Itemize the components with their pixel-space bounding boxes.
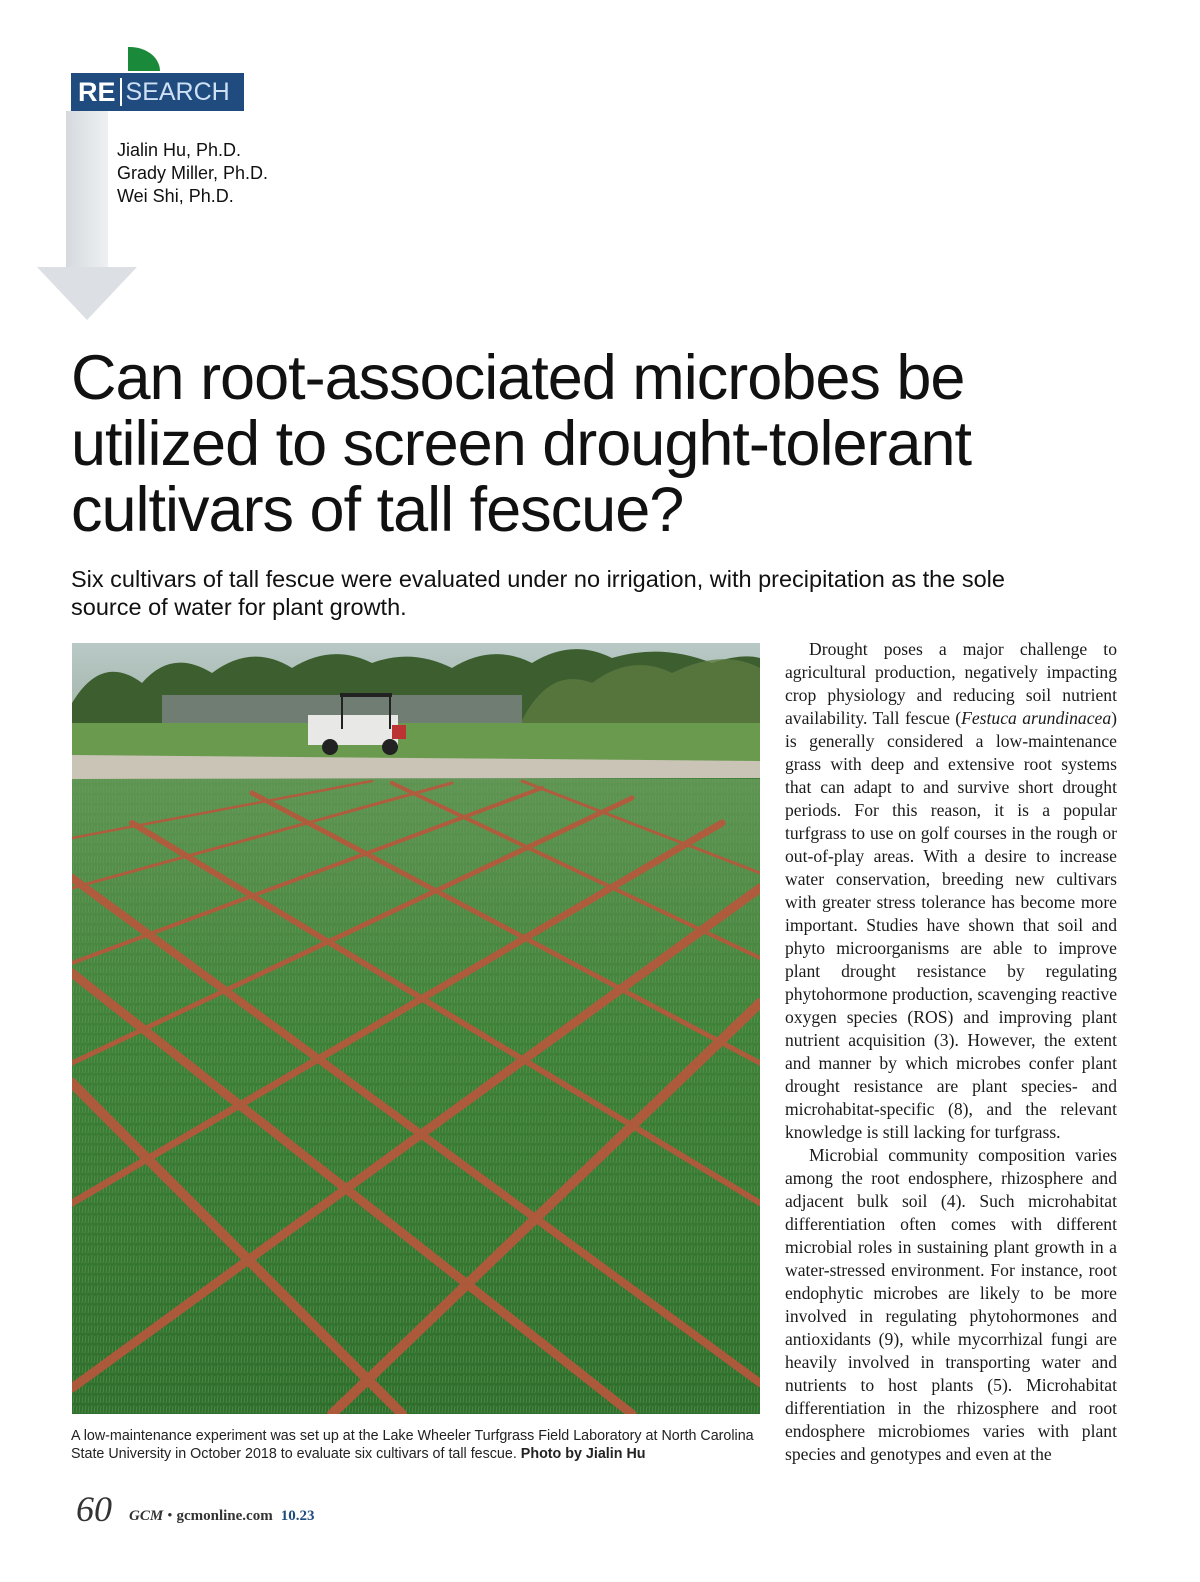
photo-credit: Photo by Jialin Hu [520,1446,646,1462]
body-text: ) is generally considered a low-maintenance grass with deep and extensive root systems that can adapt to and survive short drought periods. For this reason, it is a popular turfgrass to use on golf courses in the rough or out-of-play areas. With a desire to increase water conservation, breeding new cultivars with greater stress tolerance has become more important. Studies have shown that soil and phyto microorganisms are able to improve plant drought resistance by regulating phytohormone production, scavenging reactive oxygen species (ROS) and improving plant nutrient acquisition (3). However, the extent and manner by which microbes confer plant drought resistance are plant species- and microhabitat-specific (8), and the relevant knowledge is still lacking for turfgrass. [785,708,1117,1142]
author-name: Jialin Hu, Ph.D. [117,140,242,160]
photo-caption [71,1427,761,1463]
magazine-website: gcmonline.com [176,1508,273,1524]
research-logo [71,73,244,111]
article-body [785,638,1117,1468]
author-name: Grady Miller, Ph.D. [117,163,269,183]
article-subtitle: Six cultivars of tall fescue were evaluated under no irrigation, with precipitation as the sole source of water for plant growth. [71,566,1005,620]
logo-leaf-icon [128,47,160,71]
arrow-head-icon [37,267,137,320]
field-photo [72,643,760,1414]
arrow-down-icon [66,111,108,269]
logo-prefix: RE [78,76,116,107]
page-number: 60 [76,1489,112,1529]
issue-date: 10.23 [280,1508,315,1524]
author-name: Wei Shi, Ph.D. [117,186,234,206]
caption-text: A low-maintenance experiment was set up at the Lake Wheeler Turfgrass Field Laboratory at North Carolina State University in October 2018 to evaluate six cultivars of tall fescue. [71,1428,754,1462]
article-title: Can root-associated microbes be utilized to screen drought-tolerant cultivars of tall fescue? [71,343,972,545]
logo-suffix: SEARCH [125,77,230,106]
magazine-footer [129,1508,314,1525]
footer-separator: • [167,1508,173,1524]
body-paragraph [785,638,1117,1144]
logo-divider [120,78,122,106]
author-list [117,139,268,208]
magazine-name: GCM [129,1508,164,1524]
species-name: Festuca arundinacea [961,708,1112,728]
body-text: Drought poses a major challenge to agricultural production, negatively impacting crop physiology and reducing soil nutrient availability. Tall fescue ( [785,639,1117,728]
body-paragraph: Microbial community composition varies among the root endosphere, rhizosphere and adjacent bulk soil (4). Such microhabitat differentiation often comes with different microbial roles in sustaining plant growth in a water-stressed environment. For instance, root endophytic microbes are likely to be more involved in regulating phytohormones and antioxidants (9), while mycorrhizal fungi are heavily involved in transporting water and nutrients to host plants (5). Microhabitat differentiation in the rhizosphere and root endosphere microbiomes varies with plant species and genotypes and even at the [785,1145,1117,1464]
